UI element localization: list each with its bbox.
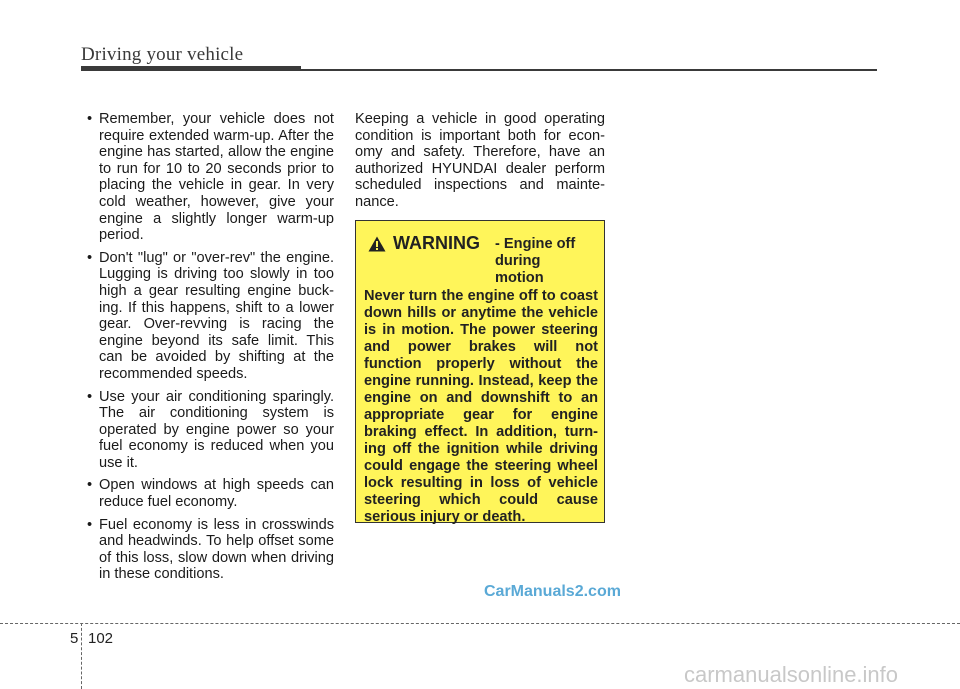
bullet-text: Open windows at high speeds can reduce fuel economy. (99, 477, 334, 511)
bullet-text: Don't "lug" or "over-rev" the engine. Lugging is driving too slowly in too high a gear resulting engine buck-ing. If this happens, shift to a lower gear. Over-revving is racing the engine beyond its safe limit. This can be avoided by shifting at the recommended speeds. (99, 249, 334, 382)
bullet-item (81, 250, 334, 383)
bullet-dot: • (87, 249, 93, 266)
bullet-text: Fuel economy is less in crosswinds and headwinds. To help offset some of this loss, slow down when driving in these conditions. (99, 516, 334, 583)
footer-dashed-rule (0, 623, 960, 624)
bullet-dot: • (87, 477, 93, 494)
right-column-paragraph: Keeping a vehicle in good operating condition is important both for econ-omy and safety. Therefore, have an authorized HYUNDAI dealer perform scheduled inspections and mainte-nance. (355, 111, 605, 210)
bullet-item (81, 477, 334, 510)
warning-triangle-icon (368, 236, 386, 252)
footer-dashed-divider (81, 623, 82, 689)
bullet-item (81, 517, 334, 583)
left-column (81, 111, 334, 589)
warning-box (355, 220, 605, 523)
bullet-text: Remember, your vehicle does not require extended warm-up. After the engine has started, allow the engine to run for 10 to 20 seconds prior to placing the vehicle in gear. In very cold weather, however, give your engine a slightly longer warm-up period. (99, 111, 334, 244)
header-rule-thick (81, 66, 301, 71)
chapter-number: 5 (70, 630, 79, 647)
bullet-text: Use your air conditioning sparingly. The air conditioning system is operated by engine power so your fuel economy is reduced when you use it. (99, 388, 334, 471)
warning-body: Never turn the engine off to coast down hills or anytime the vehicle is in motion. The power steering and power brakes will not function properly without the engine running. Instead, keep the engine on and downshift to an appropriate gear for engine braking effect. In addition, turn-ing off the ignition while driving could engage the steering wheel lock resulting in loss of vehicle steering which could cause serious injury or death. (364, 288, 598, 525)
bullet-dot: • (87, 516, 93, 533)
bullet-dot: • (87, 111, 93, 127)
bullet-item (81, 111, 334, 244)
header-title: Driving your vehicle (81, 44, 244, 65)
bullet-dot: • (87, 388, 93, 405)
footer-site-watermark: carmanualsonline.info (684, 662, 899, 687)
watermark-logo: CarManuals2.com (484, 583, 621, 600)
warning-label: WARNING (393, 233, 480, 253)
header-rule-thin (301, 69, 877, 71)
bullet-item (81, 389, 334, 472)
page-number: 102 (88, 630, 114, 647)
warning-subtitle: - Engine off during motion (495, 236, 576, 286)
